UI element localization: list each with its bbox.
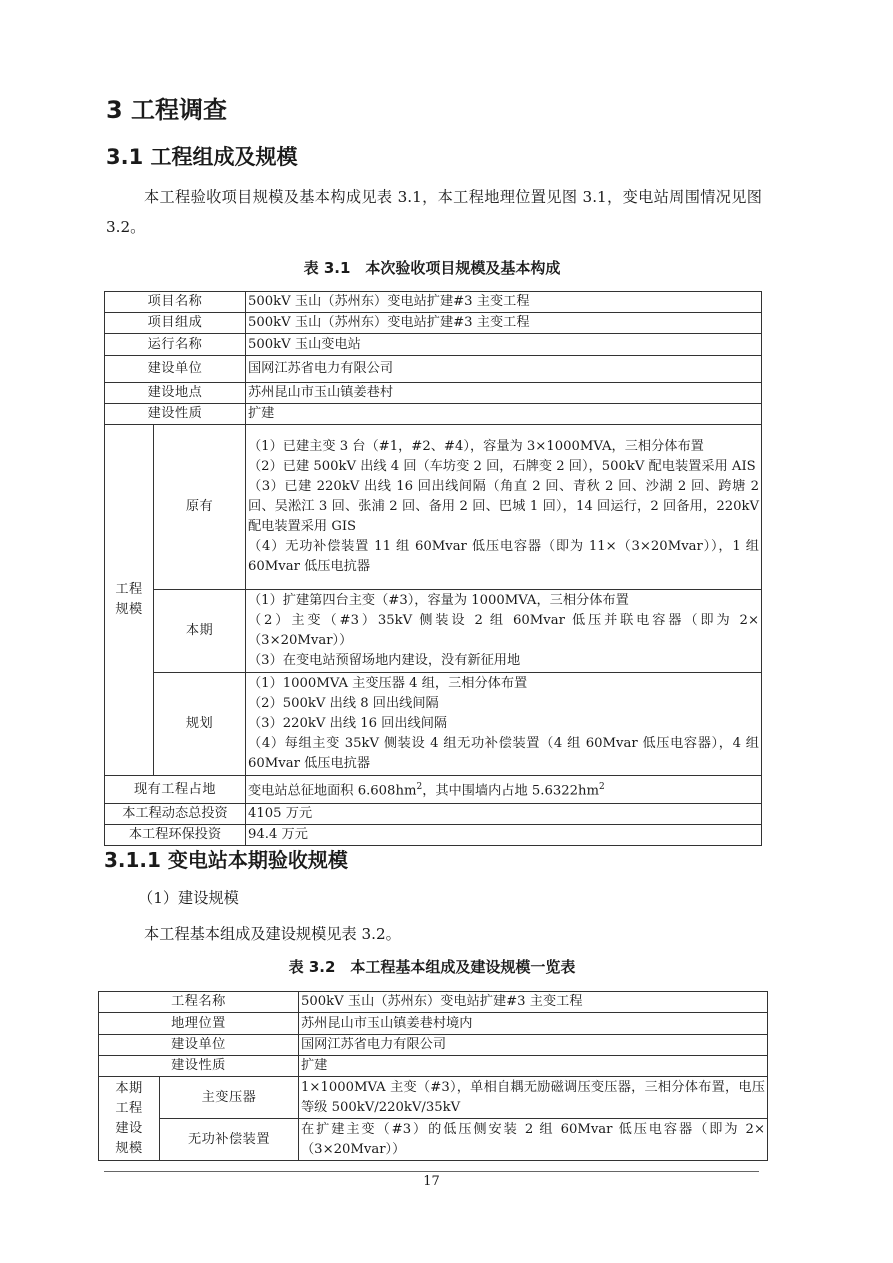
table-row <box>99 1119 768 1161</box>
scale-group-label: 工程规模 <box>105 425 154 776</box>
existing-line: （4）无功补偿装置 11 组 60Mvar 低压电容器（即为 11×（3×20Mvar）），1 组 60Mvar 低压电抗器 <box>248 539 759 574</box>
table-row <box>105 776 762 804</box>
land-area-text: ，其中围墙内占地 5.6322hm <box>422 783 600 799</box>
row-label: 建设单位 <box>99 1035 299 1056</box>
table-construction-scale <box>98 991 768 1161</box>
table-row <box>99 1077 768 1119</box>
superscript: 2 <box>416 782 423 793</box>
current-line: （3）在变电站预留场地内建设，没有新征用地 <box>248 653 521 668</box>
row-value: 4105 万元 <box>246 804 762 825</box>
table-row <box>105 356 762 383</box>
list-item-heading: （1）建设规模 <box>138 889 239 907</box>
table-row-planned <box>105 673 762 776</box>
table-row <box>99 1056 768 1077</box>
reactive-compensation-label: 无功补偿装置 <box>160 1119 299 1161</box>
existing-line: （1）已建主变 3 台（#1，#2、#4），容量为 3×1000MVA，三相分体布置 <box>248 439 704 454</box>
intro-paragraph: 本工程验收项目规模及基本构成见表 3.1，本工程地理位置见图 3.1，变电站周围情况见图 3.2。 <box>106 188 762 236</box>
row-value: 500kV 玉山变电站 <box>246 334 762 356</box>
group-label-line: 工程 <box>115 1100 143 1116</box>
existing-label: 原有 <box>154 425 246 590</box>
reactive-compensation-value: 在扩建主变（#3）的低压侧安装 2 组 60Mvar 低压电容器（即为 2×（3×20Mvar）） <box>299 1119 768 1161</box>
row-label: 工程名称 <box>99 992 299 1013</box>
row-label: 本工程动态总投资 <box>105 804 246 825</box>
scope-group-label <box>99 1077 160 1161</box>
table-project-scale <box>104 291 762 846</box>
footer-divider <box>104 1171 759 1172</box>
row-value: 94.4 万元 <box>246 825 762 846</box>
row-value: 500kV 玉山（苏州东）变电站扩建#3 主变工程 <box>246 292 762 313</box>
table-row <box>99 992 768 1013</box>
row-label: 运行名称 <box>105 334 246 356</box>
table-row <box>105 313 762 334</box>
group-label-line: 本期 <box>115 1080 143 1096</box>
current-details <box>246 590 762 673</box>
group-label-line: 建设 <box>115 1120 143 1136</box>
superscript: 2 <box>599 782 605 793</box>
page-number: 17 <box>423 1174 440 1189</box>
row-value: 苏州昆山市玉山镇姜巷村境内 <box>299 1013 768 1035</box>
row-value: 扩建 <box>299 1056 768 1077</box>
row-label: 建设单位 <box>105 356 246 383</box>
row-label: 建设地点 <box>105 383 246 404</box>
transformer-value: 1×1000MVA 主变（#3），单相自耦无励磁调压变压器，三相分体布置，电压等级 500kV/220kV/35kV <box>299 1077 768 1119</box>
row-label: 现有工程占地 <box>105 776 246 804</box>
current-line: （2）主变（#3）35kV 侧装设 2 组 60Mvar 低压并联电容器（即为 2×（3×20Mvar）） <box>248 613 759 648</box>
transformer-label: 主变压器 <box>160 1077 299 1119</box>
row-label: 地理位置 <box>99 1013 299 1035</box>
planned-line: （1）1000MVA 主变压器 4 组，三相分体布置 <box>248 676 528 691</box>
table-row <box>99 1013 768 1035</box>
table2-intro-paragraph: 本工程基本组成及建设规模见表 3.2。 <box>144 925 401 943</box>
table1-caption: 表 3.1 本次验收项目规模及基本构成 <box>303 259 561 277</box>
row-label: 建设性质 <box>99 1056 299 1077</box>
row-value: 500kV 玉山（苏州东）变电站扩建#3 主变工程 <box>246 313 762 334</box>
chapter-heading: 3 工程调查 <box>106 96 228 124</box>
existing-details <box>246 425 762 590</box>
table-row <box>105 404 762 425</box>
row-label: 本工程环保投资 <box>105 825 246 846</box>
row-label: 建设性质 <box>105 404 246 425</box>
table-row <box>99 1035 768 1056</box>
row-value: 国网江苏省电力有限公司 <box>246 356 762 383</box>
row-value <box>246 776 762 804</box>
table-row <box>105 825 762 846</box>
table-row <box>105 292 762 313</box>
planned-line: （4）每组主变 35kV 侧装设 4 组无功补偿装置（4 组 60Mvar 低压电容器），4 组 60Mvar 低压电抗器 <box>248 736 759 771</box>
table-row <box>105 804 762 825</box>
planned-line: （3）220kV 出线 16 回出线间隔 <box>248 716 448 731</box>
row-label: 项目组成 <box>105 313 246 334</box>
table-row <box>105 383 762 404</box>
row-value: 苏州昆山市玉山镇姜巷村 <box>246 383 762 404</box>
row-value: 国网江苏省电力有限公司 <box>299 1035 768 1056</box>
current-line: （1）扩建第四台主变（#3），容量为 1000MVA，三相分体布置 <box>248 593 629 608</box>
existing-line: （2）已建 500kV 出线 4 回（车坊变 2 回，石牌变 2 回），500kV 配电装置采用 AIS <box>248 459 756 474</box>
land-area-text: 变电站总征地面积 6.608hm <box>248 783 417 799</box>
table-row-current <box>105 590 762 673</box>
table2-caption: 表 3.2 本工程基本组成及建设规模一览表 <box>288 958 576 976</box>
group-label-line: 规模 <box>115 1140 143 1156</box>
row-value: 扩建 <box>246 404 762 425</box>
subsection-heading: 3.1.1 变电站本期验收规模 <box>104 848 348 872</box>
table-row <box>105 334 762 356</box>
planned-line: （2）500kV 出线 8 回出线间隔 <box>248 696 439 711</box>
planned-details <box>246 673 762 776</box>
row-label: 项目名称 <box>105 292 246 313</box>
planned-label: 规划 <box>154 673 246 776</box>
current-label: 本期 <box>154 590 246 673</box>
section-heading: 3.1 工程组成及规模 <box>106 145 298 169</box>
row-value: 500kV 玉山（苏州东）变电站扩建#3 主变工程 <box>299 992 768 1013</box>
table-row-existing <box>105 425 762 590</box>
existing-line: （3）已建 220kV 出线 16 回出线间隔（角直 2 回、青秋 2 回、沙湖 2 回、跨塘 2 回、吴淞江 3 回、张浦 2 回、备用 2 回、巴城 1 回），14 回运行，2 回备用，220kV 配电装置采用 GIS <box>248 479 759 534</box>
